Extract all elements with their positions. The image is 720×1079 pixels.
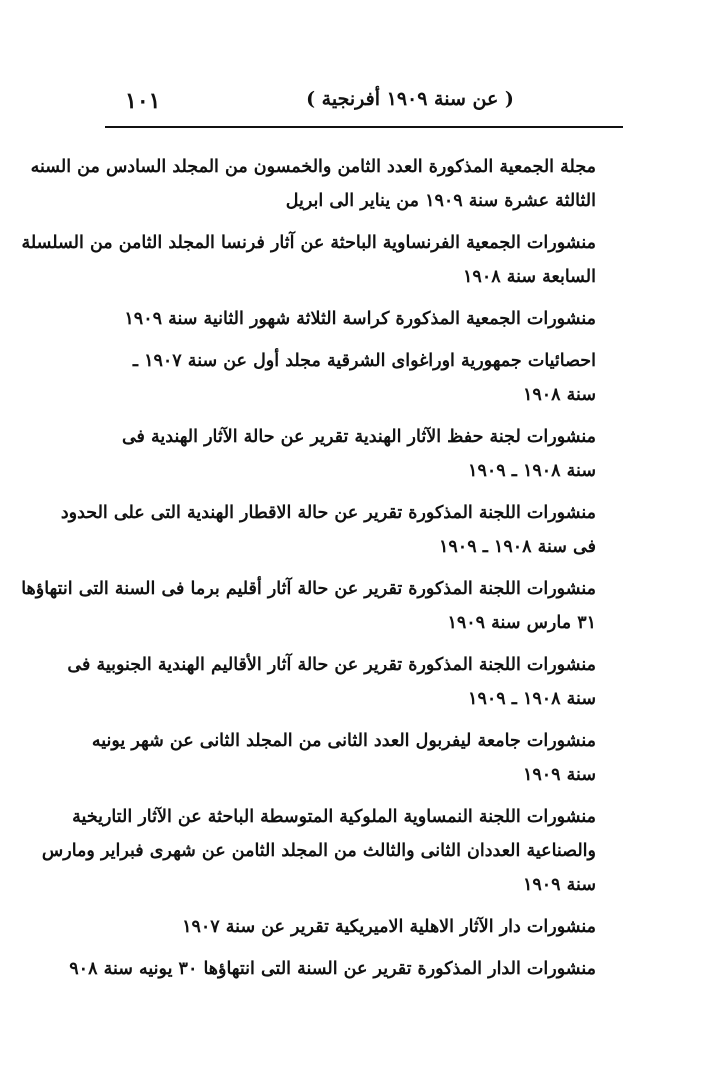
- entry-line: منشورات اللجنة المذكورة تقرير عن حالة آثار أقليم برما فى السنة التى انتهاؤها: [21, 579, 596, 599]
- list-item: [91, 724, 596, 792]
- entry-line: منشورات اللجنة المذكورة تقرير عن حالة الاقطار الهندية التى على الحدود: [60, 503, 596, 523]
- publication-list: [21, 150, 596, 994]
- entry-line: مجلة الجمعية المذكورة العدد الثامن والخمسون من المجلد السادس من السنه: [30, 157, 596, 177]
- entry-line: سنة ١٩٠٩: [522, 765, 596, 785]
- entry-line: والصناعية العددان الثانى والثالث من المجلد الثامن عن شهرى فبراير ومارس: [41, 841, 596, 861]
- list-item: [21, 572, 596, 640]
- list-item: [118, 910, 596, 944]
- entry-line: منشورات جامعة ليفربول العدد الثانى من المجلد الثانى عن شهر يونيه: [91, 731, 596, 751]
- list-item: [21, 226, 596, 294]
- entry-line: سنة ١٩٠٨ ـ ١٩٠٩: [468, 461, 596, 481]
- running-title: ( عن سنة ١٩٠٩ أفرنجية ): [306, 88, 514, 110]
- entry-line: منشورات الدار المذكورة تقرير عن السنة التى انتهاؤها ٣٠ يونيه سنة ٩٠٨: [69, 959, 596, 979]
- entry-line: سنة ١٩٠٨: [522, 385, 596, 405]
- list-item: [118, 420, 596, 488]
- list-item: [118, 344, 596, 412]
- list-item: [30, 150, 596, 218]
- entry-line: منشورات لجنة حفظ الآثار الهندية تقرير عن حالة الآثار الهندية فى: [121, 427, 596, 447]
- entry-line: السابعة سنة ١٩٠٨: [463, 267, 596, 287]
- entry-line: منشورات الجمعية المذكورة كراسة الثلاثة شهور الثانية سنة ١٩٠٩: [124, 309, 596, 329]
- list-item: [41, 800, 596, 902]
- list-item: [67, 648, 596, 716]
- entry-line: فى سنة ١٩٠٨ ـ ١٩٠٩: [439, 537, 596, 557]
- entry-line: احصائيات جمهورية اوراغواى الشرقية مجلد أول عن سنة ١٩٠٧ ـ: [132, 351, 596, 371]
- entry-line: منشورات اللجنة المذكورة تقرير عن حالة آثار الأقاليم الهندية الجنوبية فى: [67, 655, 596, 675]
- entry-line: ٣١ مارس سنة ١٩٠٩: [447, 613, 596, 633]
- entry-line: منشورات اللجنة النمساوية الملوكية المتوسطة الباحثة عن الآثار التاريخية: [72, 807, 596, 827]
- page-number: ١٠١: [125, 88, 161, 114]
- list-item: [60, 496, 596, 564]
- list-item: [69, 952, 596, 986]
- entry-line: منشورات الجمعية الفرنساوية الباحثة عن آثار فرنسا المجلد الثامن من السلسلة: [21, 233, 596, 253]
- page-header: [105, 88, 623, 128]
- list-item: [118, 302, 596, 336]
- entry-line: سنة ١٩٠٩: [522, 875, 596, 895]
- entry-line: سنة ١٩٠٨ ـ ١٩٠٩: [468, 689, 596, 709]
- entry-line: الثالثة عشرة سنة ١٩٠٩ من يناير الى ابريل: [285, 191, 596, 211]
- header-rule: [105, 126, 623, 128]
- entry-line: منشورات دار الآثار الاهلية الاميريكية تقرير عن سنة ١٩٠٧: [182, 917, 596, 937]
